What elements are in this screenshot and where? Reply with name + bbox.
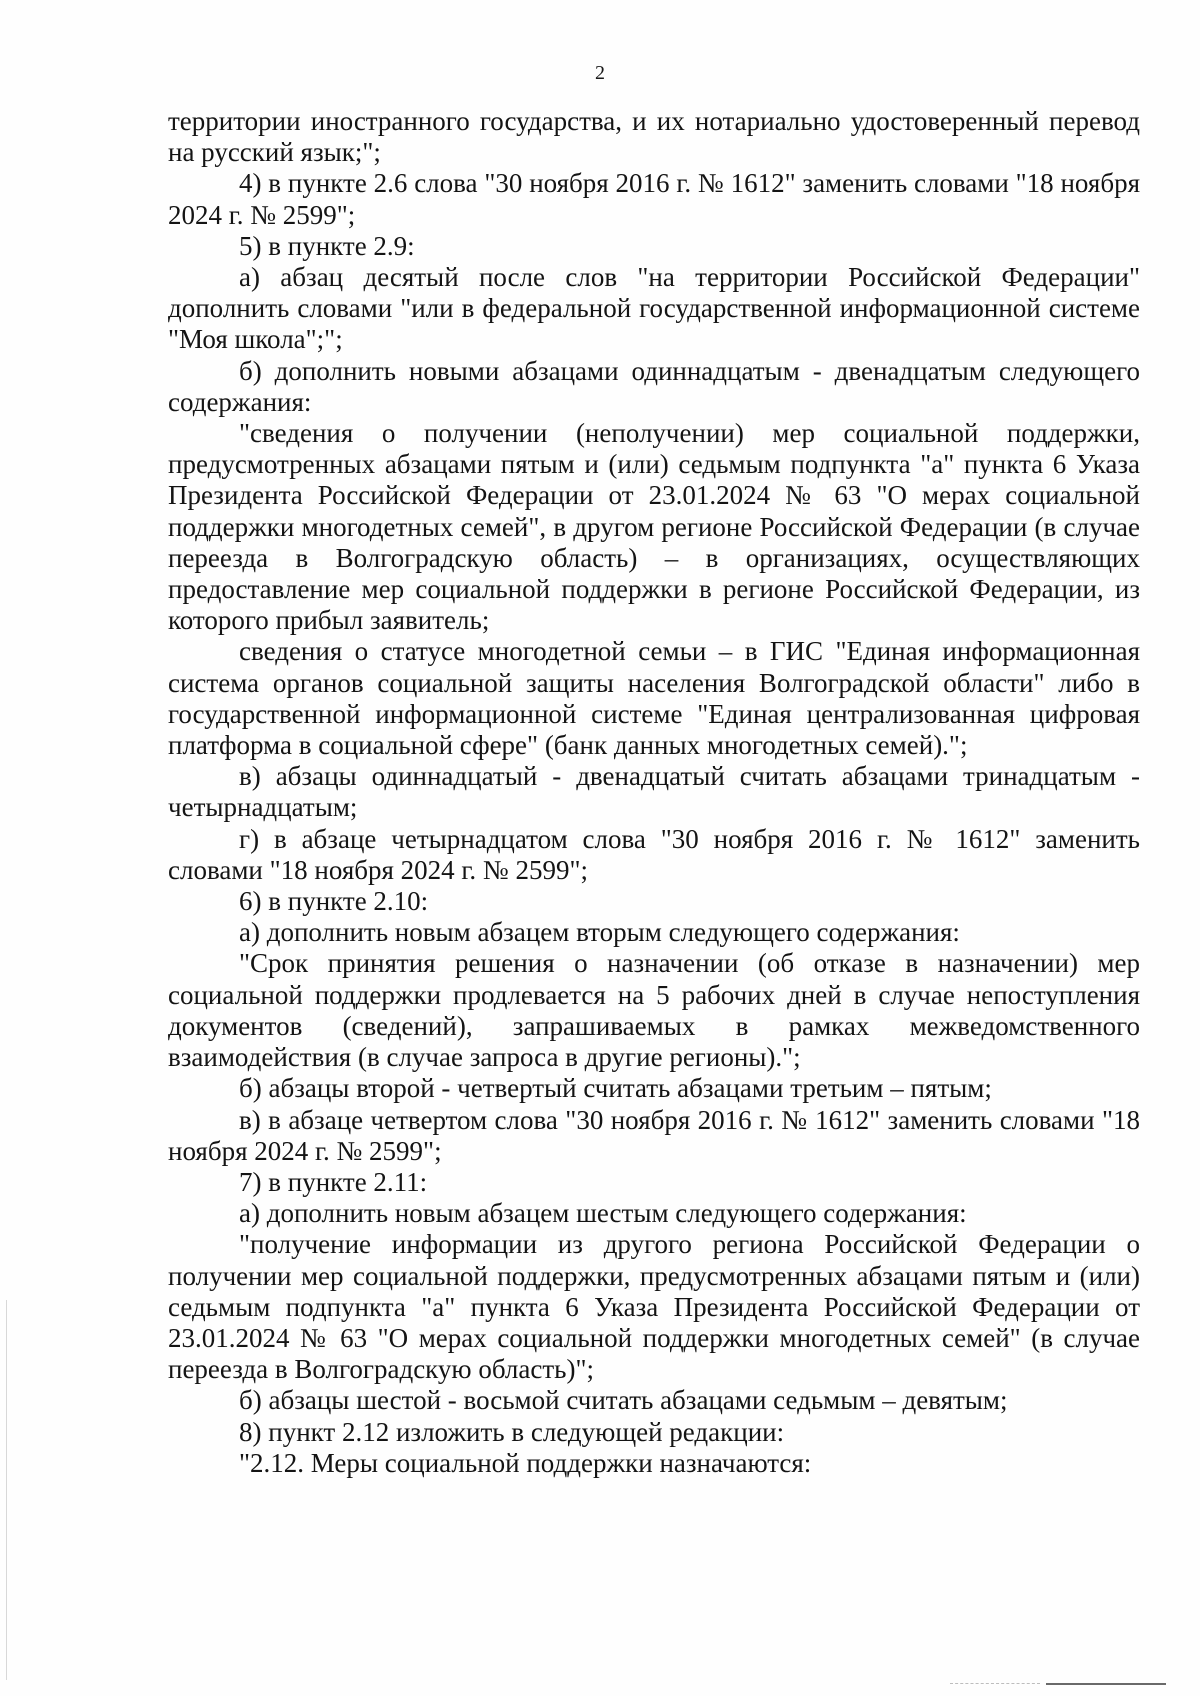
paragraph-item-6v: в) в абзаце четвертом слова "30 ноября 2016 г. № 1612" заменить словами "18 ноября 2024 г. № 2599"; [168, 1104, 1140, 1166]
paragraph-item-6a: а) дополнить новым абзацем вторым следующего содержания: [239, 917, 960, 948]
paragraph-item-7: 7) в пункте 2.11: [239, 1166, 428, 1197]
paragraph-item-5g: г) в абзаце четырнадцатом слова "30 ноября 2016 г. № 1612" заменить словами "18 ноября 2024 г. № 2599"; [168, 823, 1140, 885]
paragraph-item-7b: б) абзацы шестой - восьмой считать абзацами седьмым – девятым; [239, 1385, 1008, 1416]
paragraph-continuation: территории иностранного государства, и их нотариально удостоверенный перевод на русский язык;"; [168, 106, 1140, 168]
paragraph-item-5a: а) абзац десятый после слов "на территории Российской Федерации" дополнить словами "или в федеральной государственной информационной системе "Моя школа";"; [168, 262, 1140, 355]
document-body [168, 106, 1140, 1479]
paragraph-item-5b: б) дополнить новыми абзацами одиннадцатым - двенадцатым следующего содержания: [168, 355, 1140, 417]
paragraph-quote-decision-term: "Срок принятия решения о назначении (об отказе в назначении) мер социальной поддержки продлевается на 5 рабочих дней в случае непоступления документов (сведений), запрашиваемых в рамках межведомственного взаимодействия (в случае запроса в другие регионы)."; [168, 948, 1140, 1073]
paragraph-item-6b: б) абзацы второй - четвертый считать абзацами третьим – пятым; [239, 1073, 992, 1104]
paragraph-quote-social-support: "сведения о получении (неполучении) мер социальной поддержки, предусмотренных абзацами пятым и (или) седьмым подпункта "а" пункта 6 Указа Президента Российской Федерации от 23.01.2024 № 63 "О мерах социальной поддержки многодетных семей", в другом регионе Российской Федерации (в случае переезда в Волгоградскую область) – в организациях, осуществляющих предоставление мер социальной поддержки в регионе Российской Федерации, из которого прибыл заявитель; [168, 418, 1140, 636]
paragraph-item-6: 6) в пункте 2.10: [239, 886, 429, 917]
scan-edge-line [6, 1300, 7, 1680]
paragraph-item-8: 8) пункт 2.12 изложить в следующей редакции: [239, 1416, 785, 1447]
scan-artifact-dash [950, 1683, 1040, 1685]
paragraph-quote-large-family-status: сведения о статусе многодетной семьи – в ГИС "Единая информационная система органов социальной защиты населения Волгоградской области" либо в государственной информационной системе "Единая централизованная цифровая платформа в социальной сфере" (банк данных многодетных семей)."; [168, 636, 1140, 761]
paragraph-item-5: 5) в пункте 2.9: [239, 230, 415, 261]
paragraph-item-4: 4) в пункте 2.6 слова "30 ноября 2016 г. № 1612" заменить словами "18 ноября 2024 г. № 2599"; [168, 168, 1140, 230]
page-number: 2 [595, 62, 605, 84]
scan-artifact-mark [1046, 1683, 1166, 1685]
paragraph-item-5v: в) абзацы одиннадцатый - двенадцатый считать абзацами тринадцатым - четырнадцатым; [168, 761, 1140, 823]
paragraph-quote-2-12: "2.12. Меры социальной поддержки назначаются: [239, 1447, 812, 1478]
paragraph-item-7a: а) дополнить новым абзацем шестым следующего содержания: [239, 1198, 967, 1229]
paragraph-quote-info-request: "получение информации из другого региона Российской Федерации о получении мер социальной поддержки, предусмотренных абзацами пятым и (или) седьмым подпункта "а" пункта 6 Указа Президента Российской Федерации от 23.01.2024 № 63 "О мерах социальной поддержки многодетных семей" (в случае переезда в Волгоградскую область)"; [168, 1229, 1140, 1385]
